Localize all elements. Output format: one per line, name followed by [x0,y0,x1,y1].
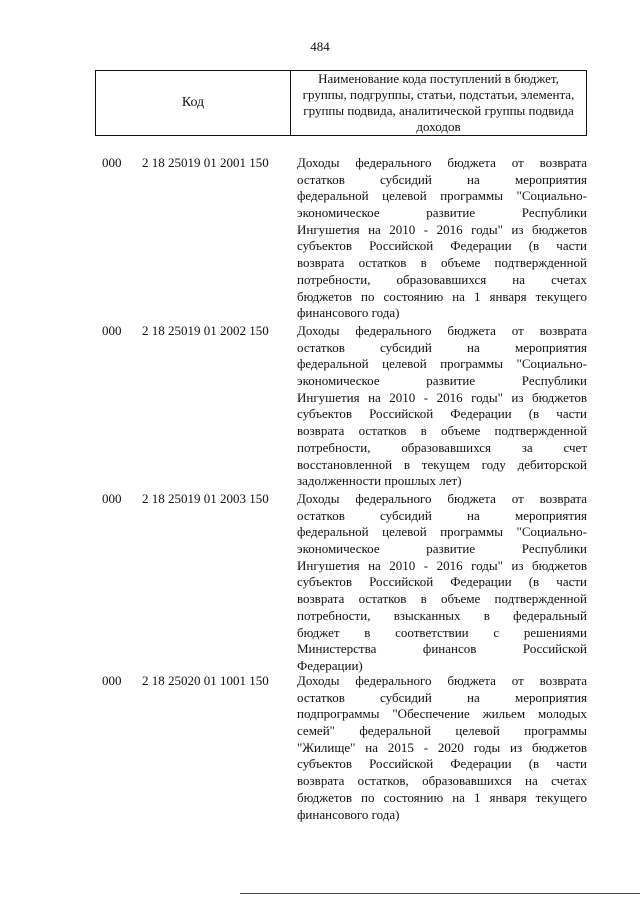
revenue-description [297,673,587,823]
description-line: экономическое развитие Республики [297,205,587,221]
description-line: возврата остатков в объеме подтвержденной [297,423,587,439]
description-line: экономическое развитие Республики [297,541,587,557]
description-line: бюджетов по состоянию на 1 января текущего [297,288,587,304]
description-line: Доходы федерального бюджета от возврата [297,673,587,688]
admin-code: 000 [102,491,122,506]
revenue-description [297,155,587,322]
description-line: субъектов Российской Федерации (в части [297,238,587,254]
description-line: бюджетов по состоянию на 1 января текущего [297,789,587,805]
description-line: семей" федеральной целевой программы [297,723,587,739]
description-line: субъектов Российской Федерации (в части [297,574,587,590]
revenue-code: 2 18 25020 01 1001 150 [142,673,269,688]
description-line: подпрограммы "Обеспечение жильем молодых [297,706,587,722]
description-line: Доходы федерального бюджета от возврата [297,155,587,170]
revenue-code: 2 18 25019 01 2002 150 [142,323,269,338]
description-line: субъектов Российской Федерации (в части [297,406,587,422]
page-number: 484 [310,39,330,54]
description-line: Доходы федерального бюджета от возврата [297,323,587,338]
admin-code: 000 [102,323,122,338]
description-line: Федерации) [297,657,363,673]
description-line: задолженности прошлых лет) [297,473,462,489]
table-header [95,70,587,136]
header-code-column: Код [96,71,291,135]
description-line: финансового года) [297,806,400,822]
description-line: Ингушетия на 2010 - 2016 годы" из бюджетов [297,557,587,573]
revenue-description [297,323,587,490]
description-line: Ингушетия на 2010 - 2016 годы" из бюджетов [297,221,587,237]
description-line: остатков субсидий на мероприятия [297,171,587,187]
description-line: потребности, образовавшихся за счет [297,439,587,455]
revenue-code: 2 18 25019 01 2003 150 [142,491,269,506]
description-line: возврата остатков, образовавшихся на счетах [297,773,587,789]
description-line: "Жилище" на 2015 - 2020 годы из бюджетов [297,739,587,755]
revenue-description [297,491,587,675]
header-name-column: Наименование кода поступлений в бюджет, группы, подгруппы, статьи, подстатьи, элемента, группы подвида, аналитической группы подвида доходов [302,71,575,134]
description-line: субъектов Российской Федерации (в части [297,756,587,772]
description-line: финансового года) [297,305,400,321]
admin-code: 000 [102,673,122,688]
description-line: Ингушетия на 2010 - 2016 годы" из бюджетов [297,389,587,405]
description-line: федеральной целевой программы "Социально- [297,356,587,372]
admin-code: 000 [102,155,122,170]
description-line: потребности, образовавшихся на счетах [297,271,587,287]
description-line: возврата остатков в объеме подтвержденной [297,591,587,607]
description-line: остатков субсидий на мероприятия [297,689,587,705]
description-line: потребности, взысканных в федеральный [297,607,587,623]
revenue-code: 2 18 25019 01 2001 150 [142,155,269,170]
description-line: возврата остатков в объеме подтвержденной [297,255,587,271]
description-line: бюджет в соответствии с решениями [297,624,587,640]
description-line: восстановленной в текущем году дебиторской [297,456,587,472]
description-line: остатков субсидий на мероприятия [297,507,587,523]
description-line: Министерства финансов Российской [297,641,587,657]
scan-edge-line [240,893,640,894]
description-line: Доходы федерального бюджета от возврата [297,491,587,506]
description-line: экономическое развитие Республики [297,373,587,389]
description-line: федеральной целевой программы "Социально- [297,524,587,540]
description-line: остатков субсидий на мероприятия [297,339,587,355]
description-line: федеральной целевой программы "Социально- [297,188,587,204]
